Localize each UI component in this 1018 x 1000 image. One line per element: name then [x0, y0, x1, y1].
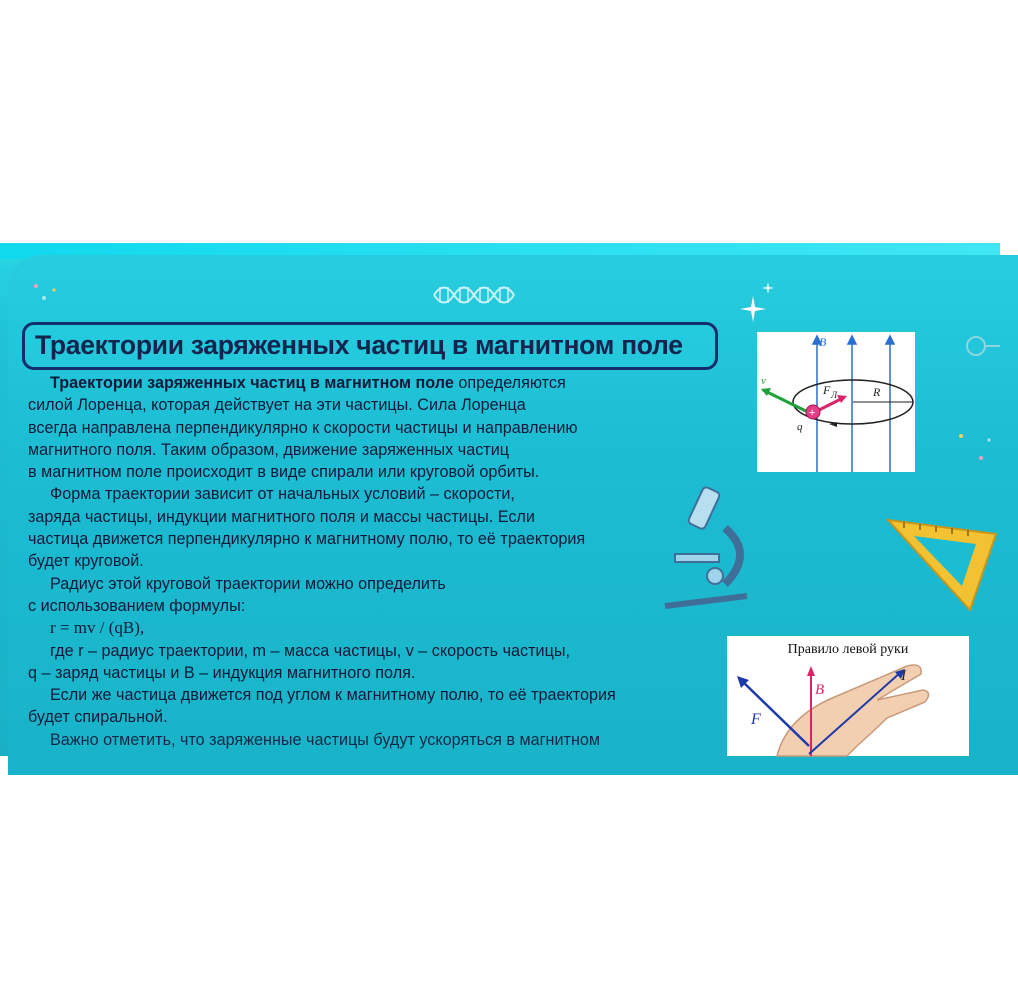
hand-illustration: [727, 636, 969, 756]
paragraph-4-line-1: где r – радиус траектории, m – масса частицы, v – скорость частицы,: [50, 641, 570, 660]
label-r: R: [873, 385, 881, 399]
paragraph-2-line-3: частица движется перпендикулярно к магнитному полю, то её траектория: [28, 530, 586, 549]
paragraph-4-line-2: q – заряд частицы и B – индукция магнитного поля.: [28, 663, 416, 682]
sparkle-icon: [740, 296, 766, 322]
paragraph-3-line-2: с использованием формулы:: [28, 596, 246, 615]
article-body: [28, 372, 688, 738]
molecule-icon: [960, 330, 1000, 370]
label-f-sub: Л: [831, 390, 838, 400]
paragraph-1-line-2: силой Лоренца, которая действует на эти частицы. Сила Лоренца: [28, 396, 526, 415]
left-hand-rule-figure: [727, 636, 969, 756]
paragraph-1-line-3: всегда направлена перпендикулярно к скорости частицы и направлению: [28, 418, 578, 437]
paragraph-5-line-1: Если же частица движется под углом к магнитному полю, то её траектория: [50, 686, 616, 705]
paragraph-text: определяются: [453, 374, 566, 392]
sparkle-icon-small: [762, 282, 774, 294]
paragraph-2-line-4: будет круговой.: [28, 552, 144, 571]
left-hand-rule-caption: Правило левой руки: [787, 642, 909, 657]
page-title: Траектории заряженных частиц в магнитном поле: [35, 330, 683, 360]
dots-icon-right: [955, 430, 995, 470]
lorentz-diagram-svg: [757, 332, 915, 472]
label-b: B: [819, 335, 827, 349]
paragraph-1-line-5: в магнитном поле происходит в виде спирали или круговой орбиты.: [28, 463, 540, 482]
field-lines: [813, 336, 894, 472]
bold-term: Траектории заряженных частиц в магнитном поле: [50, 374, 454, 392]
svg-text:+: +: [809, 407, 816, 419]
label-q: q: [797, 421, 803, 433]
dots-icon: [30, 282, 60, 306]
lorentz-force-diagram: [757, 332, 915, 472]
formula: r = mv / (qB),: [50, 618, 145, 638]
label-v: v: [761, 375, 766, 387]
hand-label-b: B: [815, 682, 825, 698]
paragraph-6-cut-line: [28, 729, 688, 738]
velocity-arrow: [763, 390, 812, 414]
paragraph-5-line-2: будет спиральной.: [28, 708, 168, 727]
paragraph-2-line-1: Форма траектории зависит от начальных условий – скорости,: [50, 485, 515, 504]
paragraph-1-line-1: [28, 372, 688, 394]
triangle-ruler-icon: [884, 516, 1000, 612]
hand-label-i: I: [901, 668, 906, 684]
paragraph-3-line-1: Радиус этой круговой траектории можно определить: [50, 574, 446, 593]
dna-icon: [432, 278, 522, 312]
title-frame: [22, 322, 718, 370]
hand-label-f: F: [751, 711, 761, 728]
paragraph-2-line-2: заряда частицы, индукции магнитного поля и массы частицы. Если: [28, 507, 535, 526]
label-f: F: [823, 383, 831, 397]
paragraph-1-line-4: магнитного поля. Таким образом, движение заряженных частиц: [28, 440, 510, 459]
